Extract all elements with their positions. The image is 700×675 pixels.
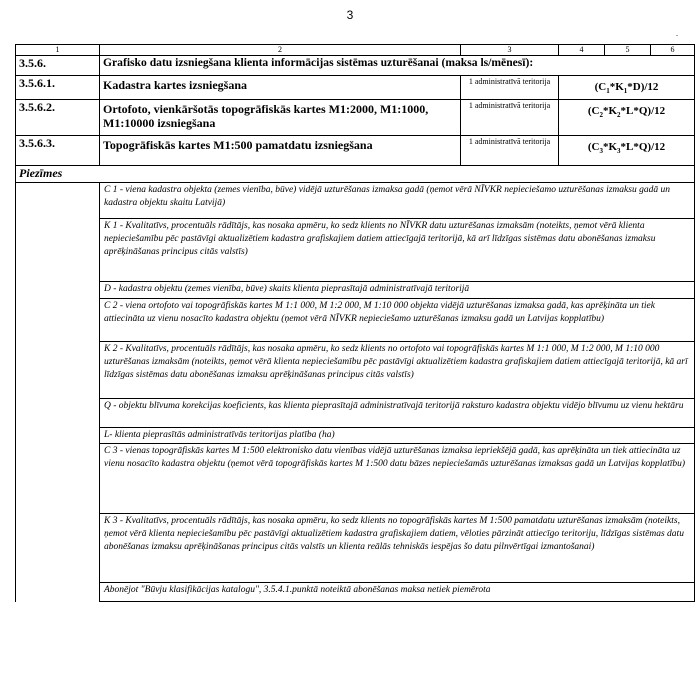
formula-sub: 3 — [617, 147, 621, 156]
table-row — [16, 100, 695, 136]
formula-k: *K — [609, 81, 624, 93]
note-l: L- klienta pieprasītās administratīvās teritorijas platība (ha) — [100, 427, 694, 443]
row-unit: 1 administratīvā teritorija — [461, 136, 559, 166]
section-code: 3.5.6. — [16, 56, 100, 76]
column-number-row — [16, 45, 695, 56]
formula-c: (C — [594, 81, 607, 93]
row-code: 3.5.6.1. — [16, 76, 100, 100]
row-name: Ortofoto, vienkāršotās topogrāfiskās kartes M1:2000, M1:1000, M1:10000 izsniegšana — [100, 100, 461, 136]
section-row — [16, 56, 695, 76]
formula-sub: 3 — [599, 147, 603, 156]
formula-rest: *L*Q)/12 — [620, 105, 666, 118]
formula-k: *K — [602, 105, 618, 118]
row-name: Topogrāfiskās kartes M1:500 pamatdatu izsniegšana — [100, 136, 461, 166]
note-k1: K 1 - Kvalitatīvs, procentuāls rādītājs, kas nosaka apmēru, ko sedz klients no NĪVKR datu uzturēšanas izmaksām (noteikts, ņemot vērā klienta nepieciešamību pēc pastāvīgi aktualizētiem kadastra grafiskajiem datiem attiecīgajā teritorijā, kā arī līdzīgas sistēmas datu abonēšanas izmaksu aprēķināšanas principus citās valstīs) — [100, 218, 694, 281]
fee-table — [15, 44, 695, 602]
col-num: 6 — [651, 45, 695, 56]
note-c3: C 3 - vienas topogrāfiskās kartes M 1:500 elektronisko datu vienības vidējā uzturēšanas izmaksa iepriekšējā gadā, kas aprēķināta un tiek attiecināta uz vienu nosacīto kadastra objektu (ņemot vērā topogrāfiskās kartes M 1:500 datu bāzes nepieciešamās uzturēšanas izmaksas gadā un Latvijas kopplatību) — [100, 443, 694, 513]
formula-rest: *L*Q)/12 — [620, 141, 666, 154]
row-unit: 1 administratīvā teritorija — [461, 100, 559, 136]
col-num: 5 — [605, 45, 651, 56]
col-num: 2 — [100, 45, 461, 56]
note-catalog: Abonējot "Būvju klasifikācijas katalogu", 3.5.4.1.punktā noteiktā abonēšanas maksa netiek piemērota — [100, 582, 694, 602]
row-name: Kadastra kartes izsniegšana — [100, 76, 461, 100]
page-number: 3 — [346, 8, 354, 22]
notes-blank-cell — [16, 183, 100, 603]
table-row — [16, 136, 695, 166]
notes-cell — [100, 183, 695, 603]
row-code: 3.5.6.3. — [16, 136, 100, 166]
notes-row — [16, 183, 695, 603]
formula-sub: 2 — [599, 111, 603, 120]
formula-sub: 1 — [606, 87, 610, 96]
formula-rest: *D)/12 — [627, 81, 659, 93]
row-formula — [559, 76, 695, 100]
row-unit: 1 administratīvā teritorija — [461, 76, 559, 100]
scan-mark: . — [676, 29, 678, 38]
row-code: 3.5.6.2. — [16, 100, 100, 136]
note-c1: C 1 - viena kadastra objekta (zemes vienība, būve) vidējā uzturēšanas izmaksa gadā (ņemot vērā NĪVKR nepieciešamo uzturēšanas izmaksu gadā un kadastra objektu skaitu Latvijā) — [104, 185, 670, 209]
note-d: D - kadastra objektu (zemes vienība, būve) skaits klienta pieprasītajā administratīvajā teritorijā — [100, 281, 694, 298]
note-c2: C 2 - viena ortofoto vai topogrāfiskās kartes M 1:1 000, M 1:2 000, M 1:10 000 objekta vidējā uzturēšanas izmaksa gadā, kas aprēķināta un tiek attiecināta uz vienu nosacīto kadastra objektu (ņemot vērā NĪVKR nepieciešamo uzturēšanas izmaksu gadā un Latvijas kopplatību) — [100, 298, 694, 341]
table-row — [16, 76, 695, 100]
formula-c: (C — [587, 141, 600, 154]
section-title: Grafisko datu izsniegšana klienta informācijas sistēmas uzturēšanai (maksa ls/mēnesī): — [100, 56, 695, 76]
formula-sub: 2 — [617, 111, 621, 120]
formula-sub: 1 — [623, 87, 628, 96]
col-num: 3 — [461, 45, 559, 56]
note-k2: K 2 - Kvalitatīvs, procentuāls rādītājs, kas nosaka apmēru, ko sedz klients no ortofoto vai topogrāfiskās kartes M 1:1 000, M 1:2 000, M 1:10 000 uzturēšanas izmaksām (noteikts, ņemot vērā klienta nepieciešamību pēc pastāvīgi aktualizētiem kadastra grafiskajiem datiem attiecīgajā teritorijā, kā arī līdzīgas sistēmas datu abonēšanas izmaksu aprēķināšanas principus citās valstīs) — [100, 341, 694, 398]
row-formula — [559, 136, 695, 166]
col-num: 1 — [16, 45, 100, 56]
note-q: Q - objektu blīvuma korekcijas koeficients, kas klienta pieprasītajā administratīvajā teritorijā raksturo kadastra objektu vidējo blīvumu uz vienu hektāru — [100, 398, 694, 427]
col-num: 4 — [559, 45, 605, 56]
notes-heading-row — [16, 166, 695, 183]
notes-heading: Piezīmes — [16, 166, 695, 183]
row-formula — [559, 100, 695, 136]
formula-k: *K — [602, 141, 618, 154]
note-k3: K 3 - Kvalitatīvs, procentuāls rādītājs, kas nosaka apmēru, ko sedz klients no topogrāfiskās kartes M 1:500 pamatdatu uzturēšanas izmaksām (noteikts, ņemot vērā klienta nepieciešamību pēc pastāvīgi aktualizētiem kadastra grafiskajiem datiem, vēloties pārzināt attiecīgo teritoriju, līdzīgas sistēmas datu abonēšanas izmaksu aprēķināšanas principus citās valstīs un klienta reālās tehniskās iespējas šo datu pilnvērtīgai izmantošanai) — [100, 513, 694, 582]
formula-c: (C — [587, 105, 600, 118]
